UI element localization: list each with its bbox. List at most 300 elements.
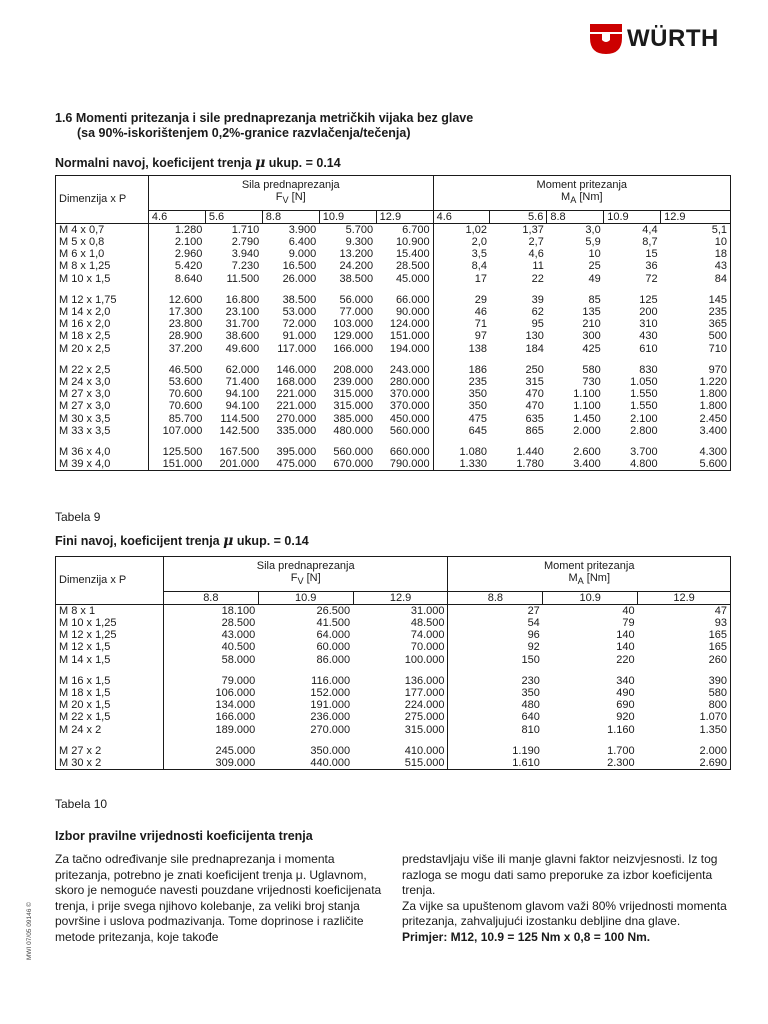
table-cell: 41.500 <box>316 617 351 629</box>
table-cell: 135 <box>582 306 601 319</box>
table-cell: 142.500 <box>219 424 260 437</box>
table-cell: 2.000 <box>699 744 727 757</box>
table-cell: 440.000 <box>310 757 351 770</box>
t2-grade-header: 10.9 <box>543 591 638 604</box>
friction-right-column <box>402 852 732 946</box>
table-cell: 430 <box>639 330 658 343</box>
table-cell: 2.100 <box>148 236 205 248</box>
table-cell: 5,1 <box>711 223 727 236</box>
t1-grade-header: 8.8 <box>547 210 604 223</box>
table-cell: 660.000 <box>389 446 430 459</box>
table-cell: 79 <box>622 617 635 629</box>
table-cell: 235 <box>433 376 490 388</box>
table-cell: 3.900 <box>288 223 317 236</box>
table-cell: 47 <box>714 604 727 617</box>
row-dimension: M 27 x 3,0 <box>59 388 111 401</box>
table-cell: 31.000 <box>410 604 445 617</box>
table-cell: 16.800 <box>225 293 260 306</box>
table-cell: 315.000 <box>404 723 445 736</box>
table-cell: 645 <box>433 425 490 437</box>
t1-force-header <box>148 176 433 211</box>
friction-left-column <box>55 852 385 946</box>
friction-example: Primjer: M12, 10.9 = 125 Nm x 0,8 = 100 Nm. <box>402 929 651 944</box>
table-cell: 810 <box>448 724 543 736</box>
row-dimension: M 14 x 2,0 <box>59 306 111 319</box>
table-cell: 4,4 <box>642 223 658 236</box>
table-row <box>56 687 731 699</box>
table-cell: 1,37 <box>522 223 544 236</box>
t1-moment-unit <box>434 191 730 206</box>
table1-caption: Tabela 9 <box>55 510 101 524</box>
table-cell: 1.450 <box>573 412 601 425</box>
table-cell: 53.000 <box>282 306 317 319</box>
t2-force-header <box>163 557 448 592</box>
table-row <box>56 745 731 757</box>
table-cell: 1.440 <box>516 446 544 459</box>
table-cell: 145 <box>708 293 727 306</box>
row-dimension: M 12 x 1,25 <box>59 629 117 642</box>
table-cell: 151.000 <box>389 330 430 343</box>
table-cell: 635 <box>525 412 544 425</box>
row-dimension: M 36 x 4,0 <box>59 446 111 459</box>
t2-grade-header: 8.8 <box>163 591 258 604</box>
table-cell: 5.420 <box>148 260 205 272</box>
table-cell: 1.550 <box>630 388 658 401</box>
table-cell: 1.220 <box>699 376 727 389</box>
table-cell: 15.400 <box>395 248 430 261</box>
t2-grade-header: 8.8 <box>448 591 543 604</box>
table-cell: 690 <box>616 699 635 712</box>
table-cell: 309.000 <box>163 757 258 770</box>
table-cell: 18.100 <box>163 604 258 617</box>
table-cell: 920 <box>616 711 635 724</box>
table-cell: 189.000 <box>163 724 258 736</box>
row-dimension: M 5 x 0,8 <box>59 236 105 248</box>
table-cell: 71 <box>433 318 490 330</box>
table-row <box>56 248 731 260</box>
t2-grade-header: 12.9 <box>638 591 731 604</box>
table-cell: 45.000 <box>395 272 430 285</box>
table-cell: 470 <box>525 400 544 413</box>
table-cell: 1.700 <box>607 744 635 757</box>
table-cell: 1.350 <box>699 723 727 736</box>
wurth-logo-icon <box>590 24 622 54</box>
t1-force-unit-tail: [N] <box>288 191 306 204</box>
table-cell: 310 <box>639 318 658 331</box>
table-cell: 191.000 <box>310 699 351 712</box>
table-cell: 7.230 <box>231 260 260 273</box>
table-cell: 17 <box>433 273 490 285</box>
table-row <box>56 343 731 355</box>
t2-force-group: Sila prednaprezanja <box>256 560 355 572</box>
table-cell: 5.600 <box>699 458 727 471</box>
table-cell: 151.000 <box>148 458 205 471</box>
table-cell: 27 <box>448 604 543 617</box>
table-cell: 245.000 <box>163 745 258 757</box>
t2-grade-header: 10.9 <box>258 591 353 604</box>
t1-grade-header: 8.8 <box>262 210 319 223</box>
table-row <box>56 675 731 687</box>
t2-force-unit-tail: [N] <box>303 572 321 585</box>
friction-title: Izbor pravilne vrijednosti koeficijenta trenja <box>55 829 313 843</box>
table-cell: 72 <box>645 272 658 285</box>
table-cell: 125 <box>639 293 658 306</box>
table-cell: 116.000 <box>311 674 351 687</box>
row-dimension: M 39 x 4,0 <box>59 458 111 471</box>
table1-heading-text: Normalni navoj, koeficijent trenja <box>55 156 252 170</box>
table-cell: 140 <box>616 641 635 654</box>
table-cell: 46 <box>433 306 490 318</box>
table-cell: 97 <box>433 330 490 342</box>
t2-group-spacer <box>56 736 731 745</box>
table-cell: 315.000 <box>333 400 374 413</box>
t1-group-spacer <box>56 285 731 294</box>
row-dimension: M 10 x 1,5 <box>59 272 111 285</box>
table-cell: 1.100 <box>573 388 601 401</box>
table-cell: 2.100 <box>630 412 658 425</box>
table-cell: 300 <box>582 330 601 343</box>
table-cell: 201.000 <box>219 458 260 471</box>
t1-grade-header: 5.6 <box>205 210 262 223</box>
table-cell: 106.000 <box>163 687 258 699</box>
table-cell: 3,5 <box>433 248 490 260</box>
table-cell: 560.000 <box>389 424 430 437</box>
row-dimension: M 18 x 2,5 <box>59 330 111 343</box>
table-cell: 124.000 <box>389 318 430 331</box>
t2-moment-unit-sub: A <box>577 576 584 587</box>
t2-moment-unit <box>448 572 730 587</box>
table-cell: 54 <box>448 617 543 629</box>
row-dimension: M 10 x 1,25 <box>59 617 117 629</box>
table-cell: 500 <box>708 330 727 343</box>
t2-force-unit-symbol: F <box>290 572 298 585</box>
table-cell: 23.100 <box>225 306 260 319</box>
table-cell: 425 <box>582 342 601 355</box>
table-cell: 208.000 <box>333 363 374 376</box>
row-dimension: M 18 x 1,5 <box>59 687 111 700</box>
friction-right-text-2: Za vijke sa upuštenom glavom važi 80% vrijednosti momenta pritezanja, zahvaljujući izostanku debljine dna glave. <box>402 898 727 929</box>
t1-moment-unit-sub: A <box>570 195 577 206</box>
table-cell: 1.780 <box>516 458 544 471</box>
table-row <box>56 641 731 653</box>
table-cell: 3.940 <box>231 248 260 261</box>
table-cell: 72.000 <box>282 318 317 331</box>
table-cell: 239.000 <box>333 376 374 389</box>
table-cell: 134.000 <box>163 699 258 711</box>
table-cell: 94.100 <box>225 400 260 413</box>
table-cell: 17.300 <box>148 306 205 318</box>
row-dimension: M 27 x 3,0 <box>59 400 111 413</box>
table-cell: 107.000 <box>148 425 205 437</box>
table-cell: 79.000 <box>163 675 258 687</box>
table-cell: 28.500 <box>163 617 258 629</box>
row-dimension: M 22 x 1,5 <box>59 711 111 724</box>
friction-right-text-1: predstavljaju više ili manje glavni faktor neizvjesnosti. Iz tog razloga se mogu dati samo preporuke za izbor koeficijenta trenja. <box>402 852 718 898</box>
table-cell: 40.500 <box>163 641 258 653</box>
row-dimension: M 8 x 1,25 <box>59 260 111 273</box>
table-cell: 470 <box>525 388 544 401</box>
table-row <box>56 223 731 236</box>
row-dimension: M 8 x 1 <box>59 604 96 617</box>
t1-grade-header: 12.9 <box>376 210 433 223</box>
t1-group-spacer <box>56 437 731 446</box>
table-cell: 275.000 <box>404 711 445 724</box>
table-cell: 62.000 <box>225 363 260 376</box>
table-row <box>56 330 731 342</box>
table-cell: 1.330 <box>433 458 490 471</box>
t1-force-unit-symbol: F <box>275 191 283 204</box>
table-cell: 3.700 <box>630 446 658 459</box>
table-cell: 8,7 <box>642 236 658 248</box>
table-cell: 150 <box>448 654 543 666</box>
table-cell: 31.700 <box>225 318 260 331</box>
table-row <box>56 260 731 272</box>
table-cell: 1.550 <box>630 400 658 413</box>
table2-caption: Tabela 10 <box>55 797 108 811</box>
table-cell: 8,4 <box>433 260 490 272</box>
table-cell: 29 <box>433 294 490 306</box>
table-cell: 610 <box>639 342 658 355</box>
table-cell: 580 <box>708 687 727 700</box>
table-fine-thread <box>55 556 731 770</box>
table-row <box>56 294 731 306</box>
t1-grade-header: 10.9 <box>319 210 376 223</box>
table-cell: 480.000 <box>333 424 374 437</box>
table-cell: 490 <box>616 687 635 700</box>
table-cell: 15 <box>645 248 658 261</box>
t2-dim-header: Dimenzija x P <box>56 557 164 605</box>
table-cell: 236.000 <box>310 711 351 724</box>
t1-grade-header: 10.9 <box>604 210 661 223</box>
t1-moment-unit-symbol: M <box>561 191 571 204</box>
table-cell: 46.500 <box>148 364 205 376</box>
table-cell: 10.900 <box>395 236 430 248</box>
table-cell: 9.000 <box>288 248 317 261</box>
table-cell: 6.400 <box>288 236 317 248</box>
table-cell: 95 <box>531 318 544 331</box>
table-cell: 66.000 <box>395 293 430 306</box>
table-cell: 167.500 <box>219 446 260 459</box>
table-row <box>56 699 731 711</box>
t1-grade-header: 4.6 <box>148 210 205 223</box>
table-cell: 38.500 <box>339 272 374 285</box>
side-code: MWI 07/05 09146 © <box>26 902 33 960</box>
table-cell: 6.700 <box>402 223 430 236</box>
table-cell: 370.000 <box>389 388 430 401</box>
table-cell: 194.000 <box>389 342 430 355</box>
table-row <box>56 446 731 458</box>
table-cell: 790.000 <box>389 458 430 471</box>
table-cell: 220 <box>616 653 635 666</box>
row-dimension: M 24 x 3,0 <box>59 376 111 389</box>
table-cell: 2.000 <box>573 424 601 437</box>
table-cell: 13.200 <box>339 248 374 261</box>
table-cell: 90.000 <box>395 306 430 319</box>
row-dimension: M 22 x 2,5 <box>59 363 111 376</box>
table-row <box>56 364 731 376</box>
table-cell: 11 <box>532 260 544 273</box>
table-cell: 5,9 <box>585 236 601 248</box>
table-cell: 3.400 <box>573 458 601 471</box>
table-cell: 136.000 <box>404 674 445 687</box>
table-cell: 16.500 <box>282 260 317 273</box>
table-cell: 22 <box>531 272 544 285</box>
table-cell: 146.000 <box>276 363 317 376</box>
row-dimension: M 27 x 2 <box>59 744 102 757</box>
table-cell: 315.000 <box>333 388 374 401</box>
t1-grade-header: 12.9 <box>661 210 731 223</box>
table-cell: 62 <box>531 306 544 319</box>
t2-grade-header: 12.9 <box>353 591 448 604</box>
table-cell: 28.900 <box>148 330 205 342</box>
table-cell: 270.000 <box>310 723 351 736</box>
table-cell: 385.000 <box>333 412 374 425</box>
table-cell: 85.700 <box>148 413 205 425</box>
table-cell: 74.000 <box>410 629 445 642</box>
t1-body <box>56 223 731 471</box>
table-cell: 280.000 <box>389 376 430 389</box>
table-cell: 710 <box>708 342 727 355</box>
table-cell: 64.000 <box>316 629 351 642</box>
table-cell: 165 <box>708 641 727 654</box>
table-cell: 18 <box>714 248 727 261</box>
row-dimension: M 30 x 3,5 <box>59 412 111 425</box>
table-cell: 38.500 <box>282 293 317 306</box>
table-cell: 40 <box>622 604 635 617</box>
table-cell: 200 <box>639 306 658 319</box>
table-cell: 830 <box>639 363 658 376</box>
table-cell: 4,6 <box>528 248 544 261</box>
table-cell: 515.000 <box>404 757 445 770</box>
table-cell: 166.000 <box>333 342 374 355</box>
t1-force-group: Sila prednaprezanja <box>241 179 340 191</box>
table-row <box>56 724 731 736</box>
table-cell: 340 <box>616 674 635 687</box>
table-cell: 11.500 <box>226 272 260 285</box>
table-cell: 365 <box>708 318 727 331</box>
row-dimension: M 24 x 2 <box>59 723 102 736</box>
table-cell: 2.300 <box>607 757 635 770</box>
table-row <box>56 617 731 629</box>
table-cell: 1.050 <box>630 376 658 389</box>
table-row <box>56 236 731 248</box>
table-cell: 86.000 <box>316 653 351 666</box>
table-row <box>56 413 731 425</box>
table-cell: 4.800 <box>630 458 658 471</box>
table-row <box>56 388 731 400</box>
table-cell: 230 <box>448 675 543 687</box>
t1-dim-header: Dimenzija x P <box>56 176 149 224</box>
table-cell: 53.600 <box>148 376 205 388</box>
table-row <box>56 425 731 437</box>
table-cell: 168.000 <box>276 376 317 389</box>
table-cell: 315 <box>525 376 544 389</box>
table-cell: 43 <box>714 260 727 273</box>
table-cell: 560.000 <box>333 446 374 459</box>
table-cell: 800 <box>708 699 727 712</box>
row-dimension: M 30 x 2 <box>59 757 102 770</box>
table-cell: 10 <box>714 236 727 248</box>
table-cell: 70.600 <box>148 388 205 400</box>
table-cell: 410.000 <box>404 744 445 757</box>
table-cell: 12.600 <box>148 294 205 306</box>
table-cell: 177.000 <box>404 687 445 700</box>
table-cell: 1.800 <box>699 400 727 413</box>
table-cell: 335.000 <box>276 424 317 437</box>
table-cell: 2.690 <box>699 757 727 770</box>
table-cell: 37.200 <box>148 343 205 355</box>
table-cell: 243.000 <box>389 363 430 376</box>
table-cell: 730 <box>582 376 601 389</box>
table-cell: 1.800 <box>699 388 727 401</box>
table-cell: 350 <box>433 400 490 412</box>
table-cell: 1.280 <box>148 223 205 236</box>
table-cell: 91.000 <box>282 330 317 343</box>
table-cell: 350 <box>448 687 543 699</box>
table-cell: 450.000 <box>389 412 430 425</box>
table-cell: 2.960 <box>148 248 205 260</box>
table-row <box>56 711 731 723</box>
table-cell: 270.000 <box>276 412 317 425</box>
t2-group-spacer <box>56 666 731 675</box>
t2-moment-unit-tail: [Nm] <box>583 572 611 585</box>
table-cell: 92 <box>448 641 543 653</box>
row-dimension: M 33 x 3,5 <box>59 424 111 437</box>
table-cell: 1.610 <box>448 757 543 770</box>
t2-moment-unit-symbol: M <box>568 572 578 585</box>
table1-heading <box>55 155 341 171</box>
table-row <box>56 458 731 471</box>
table-cell: 1.100 <box>573 400 601 413</box>
table-cell: 56.000 <box>339 293 374 306</box>
table-cell: 865 <box>525 424 544 437</box>
table-cell: 38.600 <box>225 330 260 343</box>
t2-force-unit <box>164 572 448 587</box>
table-cell: 2.600 <box>573 446 601 459</box>
table-cell: 1.160 <box>607 723 635 736</box>
table-cell: 184 <box>525 342 544 355</box>
table-row <box>56 376 731 388</box>
table1-heading-mu: μ <box>255 155 266 171</box>
table-cell: 1.080 <box>433 446 490 458</box>
row-dimension: M 4 x 0,7 <box>59 223 105 236</box>
table-cell: 166.000 <box>163 711 258 723</box>
table-cell: 58.000 <box>163 654 258 666</box>
row-dimension: M 14 x 1,5 <box>59 653 111 666</box>
table-cell: 2,7 <box>528 236 544 248</box>
table-cell: 39 <box>531 293 544 306</box>
row-dimension: M 12 x 1,75 <box>59 293 117 306</box>
table-cell: 70.600 <box>148 400 205 412</box>
table-cell: 2.790 <box>231 236 260 248</box>
section-title <box>55 111 473 141</box>
table-cell: 117.000 <box>277 342 317 355</box>
table-cell: 93 <box>714 617 727 629</box>
table-cell: 25 <box>588 260 601 273</box>
table-cell: 480 <box>448 699 543 711</box>
t1-force-unit-sub: V <box>282 195 289 206</box>
table-cell: 3,0 <box>585 223 601 236</box>
table-row <box>56 757 731 770</box>
wurth-wordmark: WÜRTH <box>627 25 719 52</box>
table-cell: 186 <box>433 364 490 376</box>
table-row <box>56 318 731 330</box>
table-cell: 4.300 <box>699 446 727 459</box>
table-cell: 395.000 <box>276 446 317 459</box>
table-cell: 60.000 <box>316 641 351 654</box>
table-cell: 350 <box>433 388 490 400</box>
section-title-main: 1.6 Momenti pritezanja i sile prednaprezanja metričkih vijaka bez glave <box>55 111 474 125</box>
